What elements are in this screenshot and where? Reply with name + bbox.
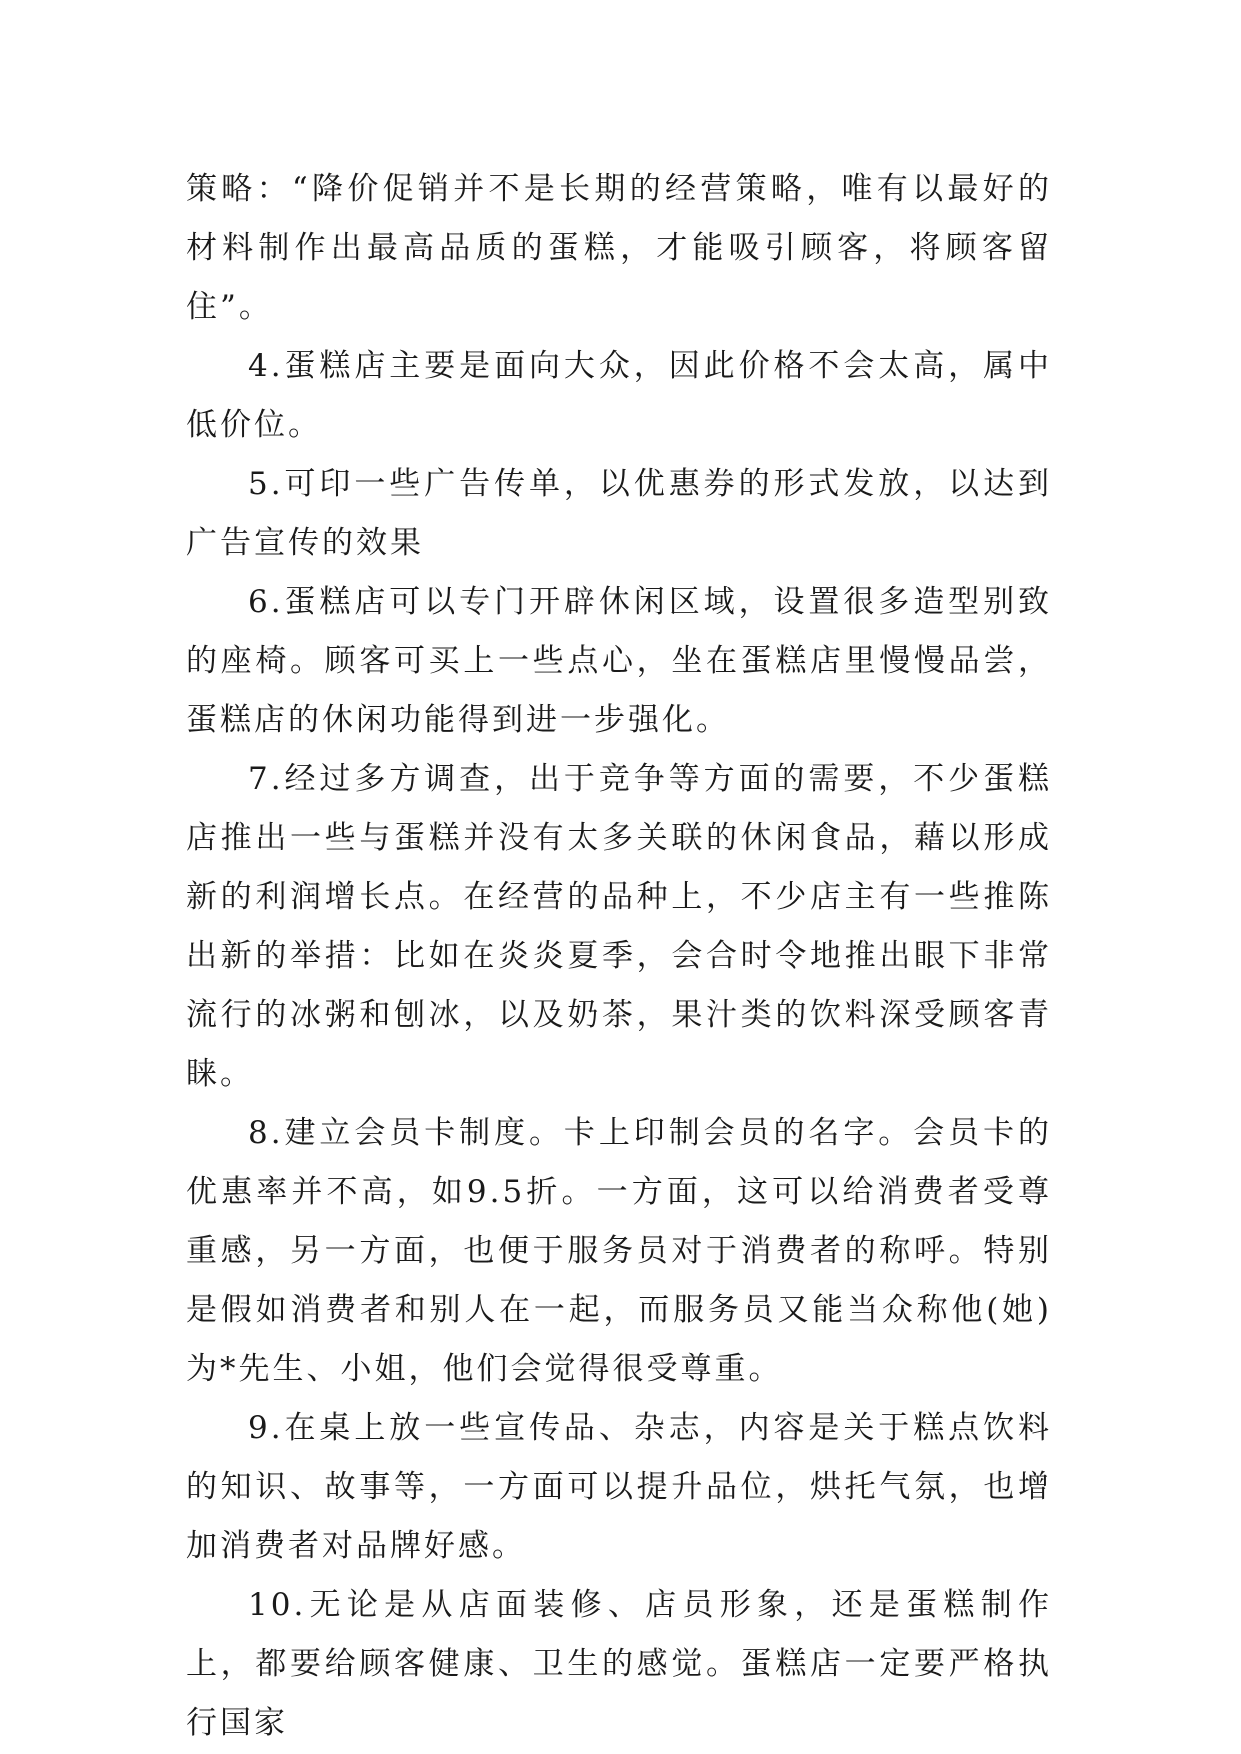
paragraph-item-4: 4.蛋糕店主要是面向大众，因此价格不会太高，属中低价位。 bbox=[186, 348, 1052, 443]
paragraph-item-10: 10.无论是从店面装修、店员形象，还是蛋糕制作上，都要给顾客健康、卫生的感觉。蛋糕店一定要严格执行国家 bbox=[186, 1587, 1052, 1741]
paragraph-item-7: 7.经过多方调查，出于竞争等方面的需要，不少蛋糕店推出一些与蛋糕并没有太多关联的休闲食品，藉以形成新的利润增长点。在经营的品种上，不少店主有一些推陈出新的举措：比如在炎炎夏季，会合时令地推出眼下非常流行的冰粥和刨冰，以及奶茶，果汁类的饮料深受顾客青睐。 bbox=[186, 761, 1052, 1092]
paragraph-item-5: 5.可印一些广告传单，以优惠券的形式发放，以达到广告宣传的效果 bbox=[186, 466, 1052, 561]
paragraph-item-8: 8.建立会员卡制度。卡上印制会员的名字。会员卡的优惠率并不高，如9.5折。一方面，这可以给消费者受尊重感，另一方面，也便于服务员对于消费者的称呼。特别是假如消费者和别人在一起，而服务员又能当众称他(她)为*先生、小姐，他们会觉得很受尊重。 bbox=[186, 1115, 1052, 1387]
paragraph-item-9: 9.在桌上放一些宣传品、杂志，内容是关于糕点饮料的知识、故事等，一方面可以提升品位，烘托气氛，也增加消费者对品牌好感。 bbox=[186, 1410, 1052, 1564]
document-body bbox=[186, 160, 1052, 1753]
paragraph-item-6: 6.蛋糕店可以专门开辟休闲区域，设置很多造型别致的座椅。顾客可买上一些点心，坐在蛋糕店里慢慢品尝，蛋糕店的休闲功能得到进一步强化。 bbox=[186, 584, 1052, 738]
paragraph-strategy-continued: 策略：“降价促销并不是长期的经营策略，唯有以最好的材料制作出最高品质的蛋糕，才能吸引顾客，将顾客留住”。 bbox=[186, 171, 1052, 325]
